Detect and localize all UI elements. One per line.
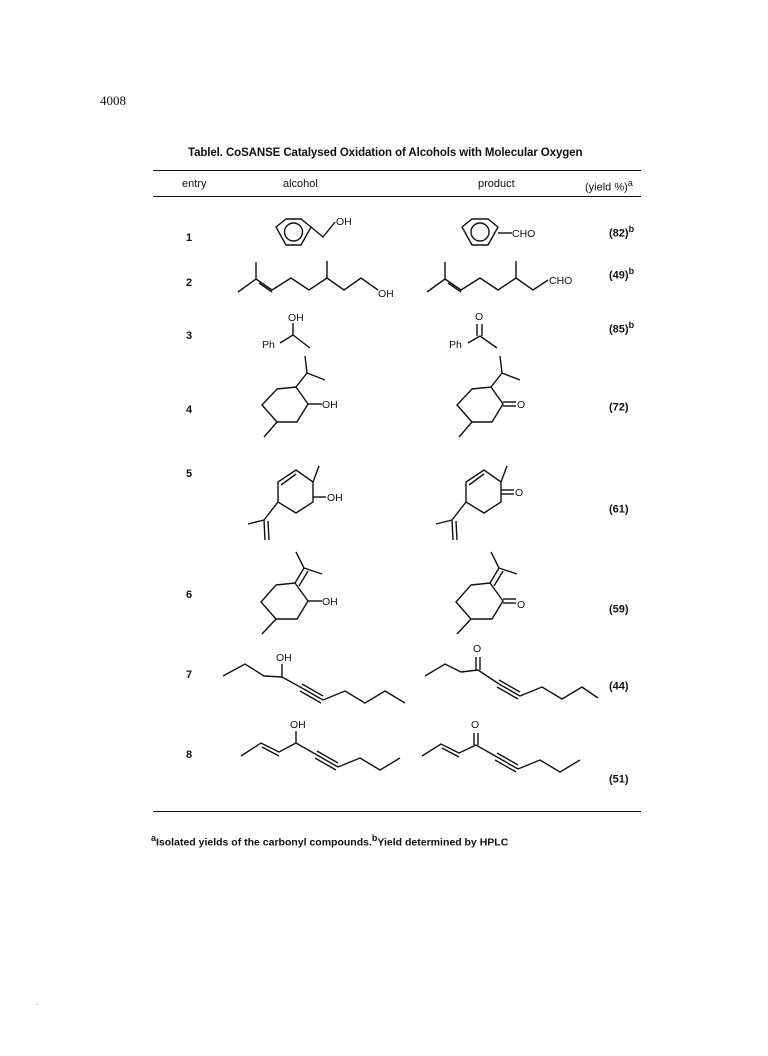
o-label: O <box>471 719 480 731</box>
header-product: product <box>478 178 515 190</box>
table-title: Tablel. CoSANSE Catalysed Oxidation of Alcohols with Molecular Oxygen <box>188 147 583 159</box>
yield-text: (49) <box>609 269 629 282</box>
oh-label: OH <box>288 312 304 324</box>
entry4-product-structure <box>457 356 525 437</box>
entry-number: 7 <box>186 669 193 681</box>
yield-footnote-mark: b <box>628 224 635 234</box>
ph-label: Ph <box>449 339 462 351</box>
yield-footnote-mark: b <box>628 320 635 330</box>
entry-number: 4 <box>186 404 193 416</box>
footnote-b-text: Yield determined by HPLC <box>377 836 509 849</box>
entry1-alcohol-structure <box>276 216 352 245</box>
entry-number: 3 <box>186 330 193 342</box>
yield-text: (51) <box>609 773 629 786</box>
oh-label: OH <box>322 596 338 608</box>
entry6-product-structure <box>456 552 525 634</box>
oh-label: OH <box>276 652 292 664</box>
entry-number: 8 <box>186 749 193 761</box>
oh-label: OH <box>336 216 352 228</box>
entry-number: 1 <box>186 232 193 244</box>
o-label: O <box>473 643 482 655</box>
o-label: O <box>517 599 526 611</box>
entry3-alcohol-structure <box>262 312 310 351</box>
cho-label: CHO <box>549 275 573 287</box>
header-alcohol: alcohol <box>283 178 318 190</box>
entry-number: 5 <box>186 468 193 480</box>
entry7-alcohol-structure <box>223 652 405 703</box>
ph-label: Ph <box>262 339 275 351</box>
entry2-product-structure <box>427 261 572 292</box>
entry5-product-structure <box>436 466 523 540</box>
yield-text: (44) <box>609 680 629 693</box>
entry-number: 6 <box>186 589 193 601</box>
entry8-alcohol-structure <box>241 719 400 770</box>
header-yield-footnote-mark: a <box>627 178 633 188</box>
footnote-a-mark: a <box>151 833 157 843</box>
yield-text: (61) <box>609 503 629 516</box>
table-footnote <box>151 833 508 849</box>
margin-mark: . <box>36 998 39 1007</box>
entry6-alcohol-structure <box>261 552 338 634</box>
yield-footnote-mark: b <box>628 266 635 276</box>
entry2-alcohol-structure <box>238 261 394 300</box>
yield-text: (82) <box>609 227 629 240</box>
header-yield-label: (yield %) <box>585 181 628 194</box>
oh-label: OH <box>290 719 306 731</box>
oh-label: OH <box>327 492 343 504</box>
oh-label: OH <box>378 288 394 300</box>
entry4-alcohol-structure <box>262 356 338 437</box>
entry3-product-structure <box>449 311 497 351</box>
yield-text: (72) <box>609 401 629 414</box>
header-entry: entry <box>182 178 207 190</box>
entry5-alcohol-structure <box>248 466 343 540</box>
o-label: O <box>475 311 484 323</box>
o-label: O <box>515 487 524 499</box>
cho-label: CHO <box>512 228 536 240</box>
entry-number: 2 <box>186 277 193 289</box>
footnote-b-mark: b <box>371 833 378 843</box>
yield-text: (85) <box>609 323 629 336</box>
entry8-product-structure <box>422 719 580 772</box>
oh-label: OH <box>322 399 338 411</box>
yield-text: (59) <box>609 603 629 616</box>
page-number: 4008 <box>100 93 126 108</box>
o-label: O <box>517 399 526 411</box>
footnote-a-text: Isolated yields of the carbonyl compounds. <box>156 836 372 849</box>
entry1-product-structure <box>462 219 535 245</box>
entry7-product-structure <box>425 643 598 699</box>
